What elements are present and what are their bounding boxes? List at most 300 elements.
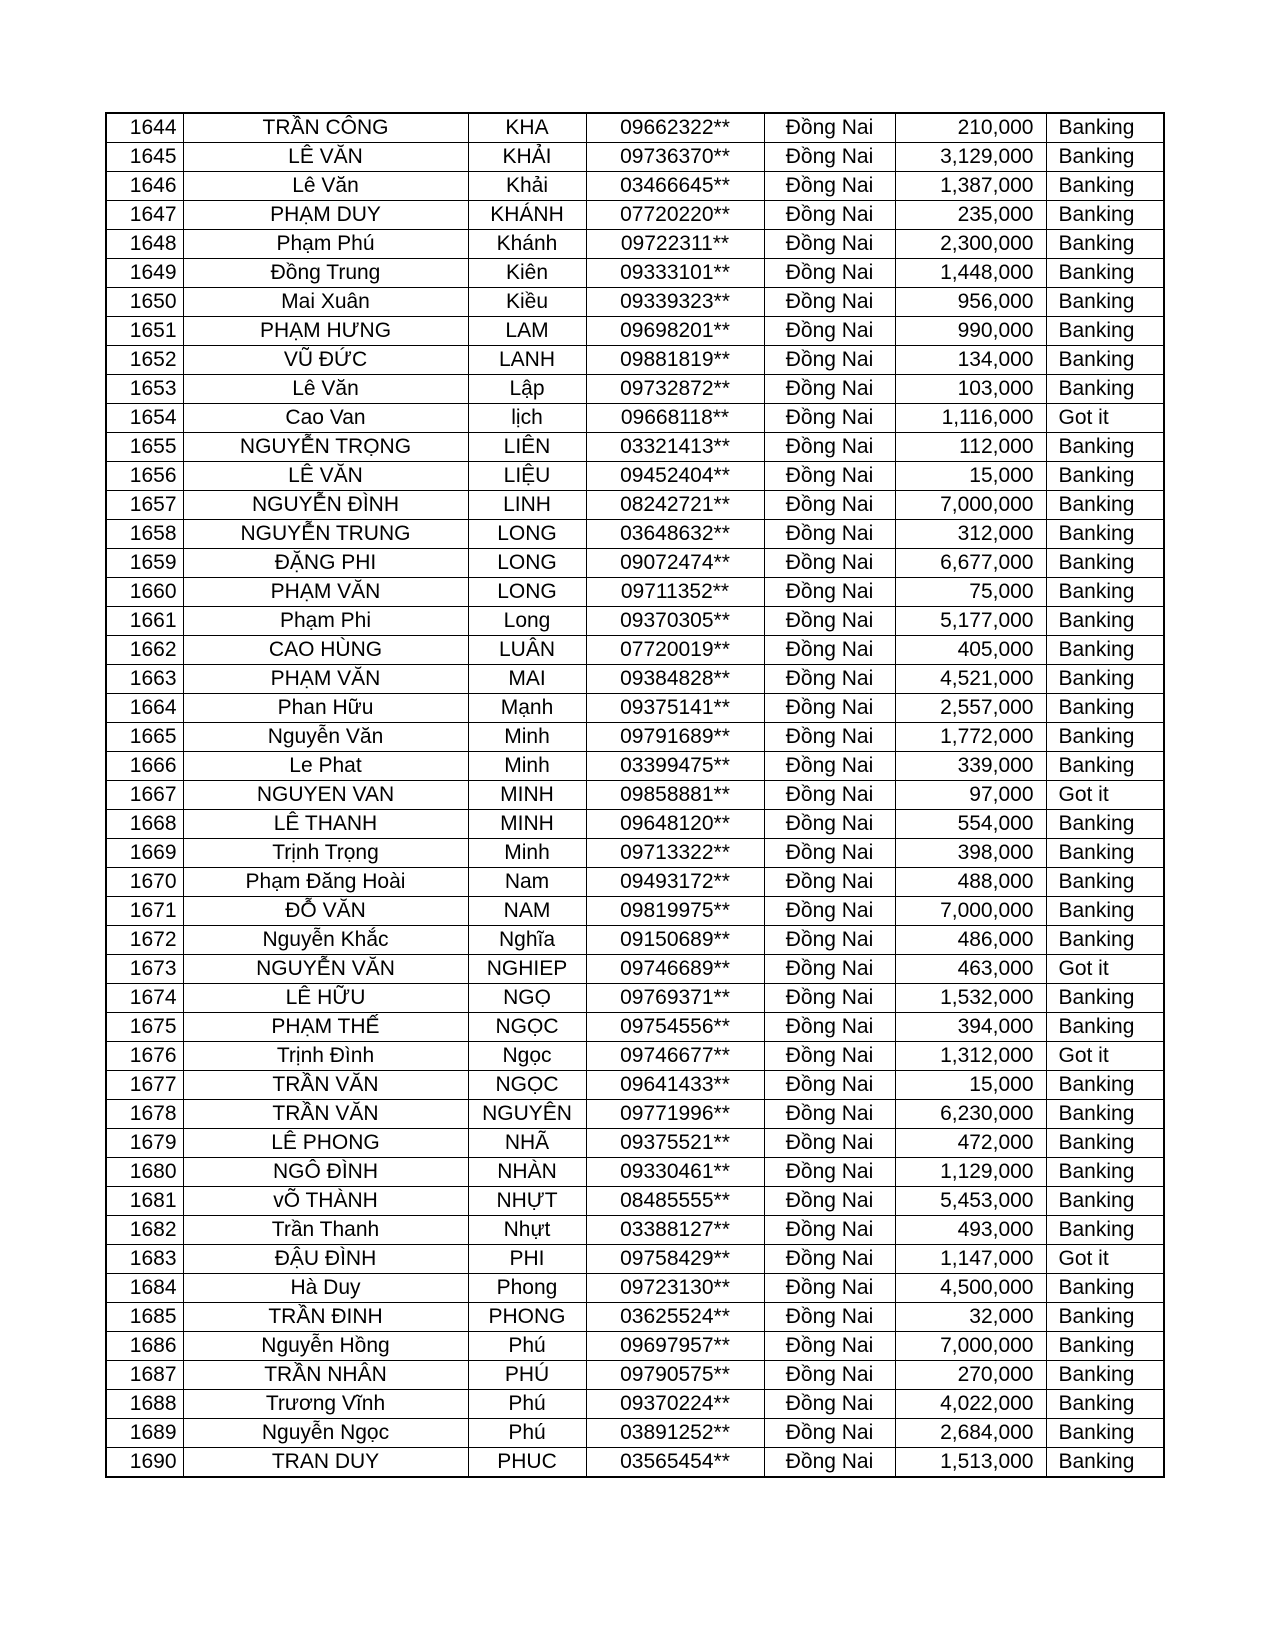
cell-number: 1682 <box>106 1216 183 1245</box>
cell-amount: 4,022,000 <box>895 1390 1046 1419</box>
cell-phone: 09333101** <box>586 259 764 288</box>
cell-province: Đồng Nai <box>764 1361 895 1390</box>
cell-given-name: MINH <box>468 810 586 839</box>
cell-province: Đồng Nai <box>764 259 895 288</box>
cell-number: 1657 <box>106 491 183 520</box>
table-row <box>106 781 1164 810</box>
cell-number: 1660 <box>106 578 183 607</box>
cell-surname: PHẠM DUY <box>183 201 468 230</box>
cell-province: Đồng Nai <box>764 868 895 897</box>
cell-number: 1652 <box>106 346 183 375</box>
cell-amount: 75,000 <box>895 578 1046 607</box>
cell-payment-method: Banking <box>1046 549 1164 578</box>
table-row <box>106 1361 1164 1390</box>
cell-province: Đồng Nai <box>764 1158 895 1187</box>
cell-province: Đồng Nai <box>764 1100 895 1129</box>
table-row <box>106 723 1164 752</box>
cell-given-name: LIỆU <box>468 462 586 491</box>
cell-number: 1666 <box>106 752 183 781</box>
table-row <box>106 230 1164 259</box>
cell-surname: Phan Hữu <box>183 694 468 723</box>
cell-surname: Nguyễn Hồng <box>183 1332 468 1361</box>
table-row <box>106 1216 1164 1245</box>
cell-surname: Nguyễn Ngọc <box>183 1419 468 1448</box>
cell-province: Đồng Nai <box>764 317 895 346</box>
cell-province: Đồng Nai <box>764 230 895 259</box>
cell-surname: NGUYỄN TRUNG <box>183 520 468 549</box>
cell-payment-method: Banking <box>1046 868 1164 897</box>
cell-number: 1678 <box>106 1100 183 1129</box>
cell-number: 1655 <box>106 433 183 462</box>
cell-payment-method: Banking <box>1046 752 1164 781</box>
cell-province: Đồng Nai <box>764 897 895 926</box>
cell-given-name: Nam <box>468 868 586 897</box>
cell-surname: NGUYỄN VĂN <box>183 955 468 984</box>
cell-given-name: PHÚ <box>468 1361 586 1390</box>
cell-surname: Trần Thanh <box>183 1216 468 1245</box>
cell-payment-method: Banking <box>1046 984 1164 1013</box>
cell-phone: 09648120** <box>586 810 764 839</box>
cell-number: 1646 <box>106 172 183 201</box>
cell-province: Đồng Nai <box>764 1390 895 1419</box>
cell-province: Đồng Nai <box>764 1129 895 1158</box>
cell-province: Đồng Nai <box>764 491 895 520</box>
cell-amount: 134,000 <box>895 346 1046 375</box>
cell-surname: LÊ PHONG <box>183 1129 468 1158</box>
table-row <box>106 1274 1164 1303</box>
cell-amount: 3,129,000 <box>895 143 1046 172</box>
cell-number: 1670 <box>106 868 183 897</box>
table-row <box>106 491 1164 520</box>
cell-surname: TRẦN NHÂN <box>183 1361 468 1390</box>
cell-number: 1689 <box>106 1419 183 1448</box>
cell-amount: 5,453,000 <box>895 1187 1046 1216</box>
table-row <box>106 375 1164 404</box>
cell-given-name: Minh <box>468 839 586 868</box>
cell-province: Đồng Nai <box>764 201 895 230</box>
table-row <box>106 1129 1164 1158</box>
table-row <box>106 607 1164 636</box>
cell-payment-method: Banking <box>1046 1332 1164 1361</box>
cell-given-name: Mạnh <box>468 694 586 723</box>
cell-payment-method: Banking <box>1046 926 1164 955</box>
cell-phone: 08242721** <box>586 491 764 520</box>
cell-phone: 09790575** <box>586 1361 764 1390</box>
cell-phone: 09746677** <box>586 1042 764 1071</box>
table-row <box>106 868 1164 897</box>
cell-province: Đồng Nai <box>764 984 895 1013</box>
cell-province: Đồng Nai <box>764 723 895 752</box>
cell-phone: 09641433** <box>586 1071 764 1100</box>
cell-payment-method: Banking <box>1046 230 1164 259</box>
cell-amount: 7,000,000 <box>895 897 1046 926</box>
cell-province: Đồng Nai <box>764 578 895 607</box>
cell-surname: Đồng Trung <box>183 259 468 288</box>
cell-phone: 03565454** <box>586 1448 764 1478</box>
cell-phone: 09330461** <box>586 1158 764 1187</box>
table-row <box>106 520 1164 549</box>
cell-province: Đồng Nai <box>764 1042 895 1071</box>
cell-payment-method: Banking <box>1046 346 1164 375</box>
cell-payment-method: Banking <box>1046 1187 1164 1216</box>
cell-province: Đồng Nai <box>764 288 895 317</box>
cell-surname: PHẠM VĂN <box>183 578 468 607</box>
cell-given-name: NHỰT <box>468 1187 586 1216</box>
table-row <box>106 1187 1164 1216</box>
cell-surname: PHẠM VĂN <box>183 665 468 694</box>
cell-phone: 07720220** <box>586 201 764 230</box>
cell-phone: 09732872** <box>586 375 764 404</box>
cell-given-name: LIÊN <box>468 433 586 462</box>
cell-number: 1686 <box>106 1332 183 1361</box>
cell-number: 1687 <box>106 1361 183 1390</box>
cell-given-name: LONG <box>468 520 586 549</box>
cell-number: 1662 <box>106 636 183 665</box>
cell-number: 1649 <box>106 259 183 288</box>
cell-given-name: NHÃ <box>468 1129 586 1158</box>
cell-amount: 5,177,000 <box>895 607 1046 636</box>
cell-payment-method: Banking <box>1046 143 1164 172</box>
cell-phone: 08485555** <box>586 1187 764 1216</box>
cell-amount: 32,000 <box>895 1303 1046 1332</box>
table-row <box>106 1419 1164 1448</box>
cell-surname: TRẦN ĐINH <box>183 1303 468 1332</box>
cell-payment-method: Banking <box>1046 636 1164 665</box>
cell-phone: 09339323** <box>586 288 764 317</box>
cell-amount: 235,000 <box>895 201 1046 230</box>
cell-surname: Nguyễn Văn <box>183 723 468 752</box>
cell-province: Đồng Nai <box>764 1187 895 1216</box>
cell-payment-method: Banking <box>1046 462 1164 491</box>
cell-surname: VŨ ĐỨC <box>183 346 468 375</box>
cell-given-name: Long <box>468 607 586 636</box>
cell-payment-method: Banking <box>1046 317 1164 346</box>
table-row <box>106 1448 1164 1478</box>
cell-given-name: Minh <box>468 752 586 781</box>
cell-given-name: LONG <box>468 549 586 578</box>
cell-surname: Phạm Phú <box>183 230 468 259</box>
cell-surname: LÊ THANH <box>183 810 468 839</box>
cell-amount: 15,000 <box>895 462 1046 491</box>
cell-payment-method: Banking <box>1046 259 1164 288</box>
cell-phone: 09072474** <box>586 549 764 578</box>
table-row <box>106 404 1164 433</box>
table-row <box>106 636 1164 665</box>
cell-amount: 394,000 <box>895 1013 1046 1042</box>
cell-payment-method: Got it <box>1046 1042 1164 1071</box>
cell-number: 1653 <box>106 375 183 404</box>
cell-given-name: LAM <box>468 317 586 346</box>
cell-amount: 398,000 <box>895 839 1046 868</box>
cell-given-name: KHÁNH <box>468 201 586 230</box>
cell-number: 1681 <box>106 1187 183 1216</box>
cell-amount: 4,521,000 <box>895 665 1046 694</box>
cell-payment-method: Banking <box>1046 1303 1164 1332</box>
cell-payment-method: Banking <box>1046 288 1164 317</box>
cell-payment-method: Banking <box>1046 491 1164 520</box>
cell-phone: 09746689** <box>586 955 764 984</box>
cell-phone: 09736370** <box>586 143 764 172</box>
cell-number: 1673 <box>106 955 183 984</box>
cell-given-name: Phú <box>468 1390 586 1419</box>
cell-amount: 112,000 <box>895 433 1046 462</box>
cell-surname: TRẦN VĂN <box>183 1071 468 1100</box>
cell-phone: 03625524** <box>586 1303 764 1332</box>
cell-number: 1661 <box>106 607 183 636</box>
cell-amount: 4,500,000 <box>895 1274 1046 1303</box>
cell-number: 1684 <box>106 1274 183 1303</box>
cell-given-name: NAM <box>468 897 586 926</box>
table-row <box>106 259 1164 288</box>
cell-payment-method: Banking <box>1046 201 1164 230</box>
table-row <box>106 1332 1164 1361</box>
cell-number: 1644 <box>106 113 183 143</box>
table-row <box>106 984 1164 1013</box>
table-row <box>106 549 1164 578</box>
cell-phone: 09769371** <box>586 984 764 1013</box>
cell-phone: 09858881** <box>586 781 764 810</box>
table-row <box>106 143 1164 172</box>
cell-given-name: Khải <box>468 172 586 201</box>
table-row <box>106 201 1164 230</box>
cell-payment-method: Banking <box>1046 1129 1164 1158</box>
cell-given-name: Phú <box>468 1419 586 1448</box>
cell-amount: 956,000 <box>895 288 1046 317</box>
cell-surname: Hà Duy <box>183 1274 468 1303</box>
cell-amount: 1,772,000 <box>895 723 1046 752</box>
cell-surname: vÕ THÀNH <box>183 1187 468 1216</box>
cell-amount: 463,000 <box>895 955 1046 984</box>
cell-surname: Trương Vĩnh <box>183 1390 468 1419</box>
cell-given-name: PHONG <box>468 1303 586 1332</box>
cell-number: 1680 <box>106 1158 183 1187</box>
cell-given-name: LONG <box>468 578 586 607</box>
cell-surname: Trịnh Đình <box>183 1042 468 1071</box>
cell-payment-method: Banking <box>1046 578 1164 607</box>
cell-surname: Lê Văn <box>183 375 468 404</box>
cell-amount: 472,000 <box>895 1129 1046 1158</box>
cell-number: 1648 <box>106 230 183 259</box>
cell-province: Đồng Nai <box>764 839 895 868</box>
cell-phone: 09758429** <box>586 1245 764 1274</box>
table-row <box>106 346 1164 375</box>
cell-phone: 09723130** <box>586 1274 764 1303</box>
cell-surname: Mai Xuân <box>183 288 468 317</box>
cell-payment-method: Banking <box>1046 694 1164 723</box>
cell-number: 1645 <box>106 143 183 172</box>
cell-surname: CAO HÙNG <box>183 636 468 665</box>
cell-payment-method: Got it <box>1046 1245 1164 1274</box>
cell-payment-method: Banking <box>1046 810 1164 839</box>
cell-payment-method: Banking <box>1046 1216 1164 1245</box>
cell-number: 1654 <box>106 404 183 433</box>
table-row <box>106 897 1164 926</box>
cell-payment-method: Got it <box>1046 781 1164 810</box>
table-row <box>106 1100 1164 1129</box>
cell-payment-method: Got it <box>1046 404 1164 433</box>
cell-surname: TRAN DUY <box>183 1448 468 1478</box>
cell-amount: 405,000 <box>895 636 1046 665</box>
cell-province: Đồng Nai <box>764 1419 895 1448</box>
cell-phone: 09819975** <box>586 897 764 926</box>
cell-given-name: NGUYÊN <box>468 1100 586 1129</box>
cell-given-name: NGỌ <box>468 984 586 1013</box>
cell-number: 1667 <box>106 781 183 810</box>
cell-number: 1651 <box>106 317 183 346</box>
table-row <box>106 462 1164 491</box>
recipient-table <box>105 112 1165 1478</box>
cell-number: 1665 <box>106 723 183 752</box>
cell-amount: 103,000 <box>895 375 1046 404</box>
cell-province: Đồng Nai <box>764 520 895 549</box>
cell-payment-method: Banking <box>1046 839 1164 868</box>
cell-province: Đồng Nai <box>764 636 895 665</box>
cell-surname: NGÔ ĐÌNH <box>183 1158 468 1187</box>
cell-payment-method: Banking <box>1046 1274 1164 1303</box>
cell-given-name: LUÂN <box>468 636 586 665</box>
table-row <box>106 1071 1164 1100</box>
cell-surname: Cao Van <box>183 404 468 433</box>
cell-province: Đồng Nai <box>764 462 895 491</box>
cell-amount: 2,684,000 <box>895 1419 1046 1448</box>
cell-province: Đồng Nai <box>764 607 895 636</box>
table-row <box>106 113 1164 143</box>
cell-given-name: NGỌC <box>468 1013 586 1042</box>
cell-amount: 488,000 <box>895 868 1046 897</box>
cell-province: Đồng Nai <box>764 1448 895 1478</box>
cell-phone: 09713322** <box>586 839 764 868</box>
cell-payment-method: Banking <box>1046 1390 1164 1419</box>
cell-phone: 09881819** <box>586 346 764 375</box>
cell-amount: 7,000,000 <box>895 491 1046 520</box>
table-row <box>106 1158 1164 1187</box>
cell-phone: 09493172** <box>586 868 764 897</box>
cell-number: 1671 <box>106 897 183 926</box>
cell-surname: ĐẶNG PHI <box>183 549 468 578</box>
cell-given-name: LINH <box>468 491 586 520</box>
cell-province: Đồng Nai <box>764 955 895 984</box>
cell-payment-method: Banking <box>1046 665 1164 694</box>
cell-surname: PHẠM HƯNG <box>183 317 468 346</box>
cell-number: 1688 <box>106 1390 183 1419</box>
cell-province: Đồng Nai <box>764 1332 895 1361</box>
cell-phone: 09375141** <box>586 694 764 723</box>
cell-phone: 09698201** <box>586 317 764 346</box>
cell-province: Đồng Nai <box>764 810 895 839</box>
cell-province: Đồng Nai <box>764 346 895 375</box>
cell-amount: 486,000 <box>895 926 1046 955</box>
cell-number: 1656 <box>106 462 183 491</box>
cell-surname: Nguyễn Khắc <box>183 926 468 955</box>
cell-amount: 1,387,000 <box>895 172 1046 201</box>
cell-phone: 09711352** <box>586 578 764 607</box>
cell-number: 1674 <box>106 984 183 1013</box>
cell-payment-method: Banking <box>1046 520 1164 549</box>
cell-amount: 493,000 <box>895 1216 1046 1245</box>
cell-amount: 1,147,000 <box>895 1245 1046 1274</box>
cell-number: 1685 <box>106 1303 183 1332</box>
cell-payment-method: Banking <box>1046 1100 1164 1129</box>
cell-phone: 09662322** <box>586 113 764 143</box>
cell-surname: PHẠM THẾ <box>183 1013 468 1042</box>
cell-province: Đồng Nai <box>764 1013 895 1042</box>
cell-province: Đồng Nai <box>764 1245 895 1274</box>
cell-payment-method: Banking <box>1046 1158 1164 1187</box>
cell-payment-method: Banking <box>1046 1419 1164 1448</box>
cell-amount: 97,000 <box>895 781 1046 810</box>
table-row <box>106 1013 1164 1042</box>
cell-phone: 09791689** <box>586 723 764 752</box>
cell-payment-method: Got it <box>1046 955 1164 984</box>
cell-payment-method: Banking <box>1046 1071 1164 1100</box>
cell-number: 1669 <box>106 839 183 868</box>
cell-province: Đồng Nai <box>764 781 895 810</box>
cell-amount: 270,000 <box>895 1361 1046 1390</box>
cell-surname: TRẦN VĂN <box>183 1100 468 1129</box>
cell-given-name: NGỌC <box>468 1071 586 1100</box>
cell-given-name: NGHIEP <box>468 955 586 984</box>
cell-surname: NGUYỄN TRỌNG <box>183 433 468 462</box>
cell-payment-method: Banking <box>1046 1448 1164 1478</box>
cell-phone: 09150689** <box>586 926 764 955</box>
cell-amount: 554,000 <box>895 810 1046 839</box>
cell-given-name: Lập <box>468 375 586 404</box>
cell-amount: 339,000 <box>895 752 1046 781</box>
cell-given-name: KHẢI <box>468 143 586 172</box>
cell-surname: Le Phat <box>183 752 468 781</box>
cell-surname: NGUYEN VAN <box>183 781 468 810</box>
table-row <box>106 694 1164 723</box>
cell-amount: 6,230,000 <box>895 1100 1046 1129</box>
table-body <box>106 113 1164 1477</box>
cell-number: 1672 <box>106 926 183 955</box>
cell-province: Đồng Nai <box>764 926 895 955</box>
table-row <box>106 810 1164 839</box>
cell-province: Đồng Nai <box>764 549 895 578</box>
cell-given-name: Kiên <box>468 259 586 288</box>
cell-surname: TRẦN CÔNG <box>183 113 468 143</box>
cell-number: 1676 <box>106 1042 183 1071</box>
table-row <box>106 1042 1164 1071</box>
cell-given-name: lịch <box>468 404 586 433</box>
cell-surname: LÊ VĂN <box>183 462 468 491</box>
table-row <box>106 578 1164 607</box>
cell-phone: 09722311** <box>586 230 764 259</box>
cell-amount: 1,116,000 <box>895 404 1046 433</box>
cell-number: 1675 <box>106 1013 183 1042</box>
cell-given-name: Minh <box>468 723 586 752</box>
cell-province: Đồng Nai <box>764 113 895 143</box>
cell-payment-method: Banking <box>1046 1361 1164 1390</box>
cell-province: Đồng Nai <box>764 1071 895 1100</box>
cell-number: 1650 <box>106 288 183 317</box>
cell-surname: Phạm Đăng Hoài <box>183 868 468 897</box>
cell-number: 1690 <box>106 1448 183 1478</box>
cell-number: 1663 <box>106 665 183 694</box>
cell-number: 1668 <box>106 810 183 839</box>
cell-phone: 07720019** <box>586 636 764 665</box>
cell-province: Đồng Nai <box>764 1274 895 1303</box>
cell-given-name: Ngọc <box>468 1042 586 1071</box>
table-row <box>106 1390 1164 1419</box>
cell-surname: LÊ HỮU <box>183 984 468 1013</box>
cell-amount: 312,000 <box>895 520 1046 549</box>
cell-amount: 1,312,000 <box>895 1042 1046 1071</box>
cell-province: Đồng Nai <box>764 172 895 201</box>
table-row <box>106 839 1164 868</box>
cell-surname: Phạm Phi <box>183 607 468 636</box>
table-row <box>106 1245 1164 1274</box>
